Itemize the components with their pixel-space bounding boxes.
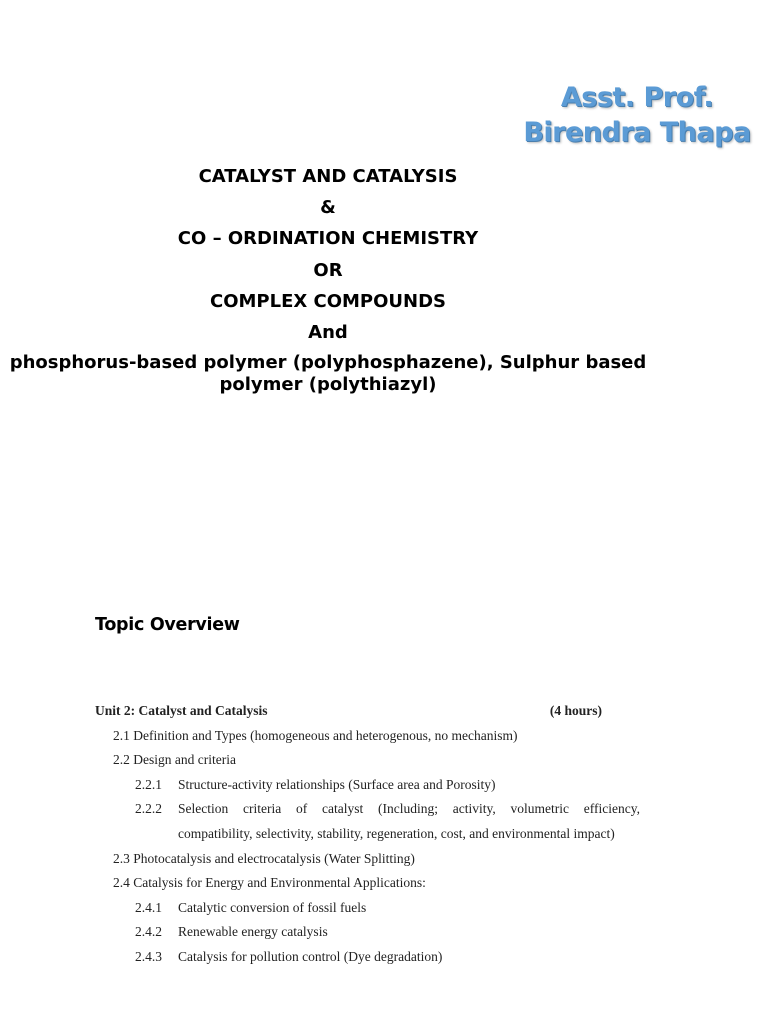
title-line-1: CATALYST AND CATALYSIS bbox=[198, 166, 458, 187]
title-line-3: CO – ORDINATION CHEMISTRY bbox=[177, 228, 479, 250]
syllabus-item-2-2-1 bbox=[95, 773, 640, 798]
syllabus-item-2-1: 2.1 Definition and Types (homogeneous and heterogenous, no mechanism) bbox=[113, 727, 518, 743]
unit-title: Unit 2: Catalyst and Catalysis bbox=[95, 703, 268, 718]
document-title bbox=[0, 161, 656, 396]
syllabus-item-2-2-2 bbox=[95, 797, 640, 822]
syllabus-item-2-4-2 bbox=[95, 920, 640, 945]
syllabus-item-2-4-1 bbox=[95, 896, 640, 921]
topic-overview-heading: Topic Overview bbox=[95, 615, 240, 635]
syllabus-item-2-3: 2.3 Photocatalysis and electrocatalysis (Water Splitting) bbox=[113, 850, 415, 866]
title-line-7: phosphorus-based polymer (polyphosphazene), Sulphur based polymer (polythiazyl) bbox=[9, 352, 647, 396]
title-line-6: And bbox=[308, 322, 348, 344]
item-number: 2.4.2 bbox=[135, 924, 162, 940]
unit-hours: (4 hours) bbox=[549, 703, 602, 718]
unit-header bbox=[95, 699, 640, 724]
author-title: Asst. Prof. bbox=[560, 82, 714, 113]
item-number: 2.4.1 bbox=[135, 899, 162, 915]
syllabus-item-2-4: 2.4 Catalysis for Energy and Environmental Applications: bbox=[113, 875, 426, 891]
syllabus-item-2-2-2-continued: compatibility, selectivity, stability, regeneration, cost, and environmental impact) bbox=[178, 825, 615, 841]
item-text: Selection criteria of catalyst (Including; activity, volumetric efficiency, bbox=[178, 801, 640, 817]
author-fullname: Birendra Thapa bbox=[523, 117, 751, 148]
item-text: Renewable energy catalysis bbox=[178, 924, 328, 940]
item-number: 2.4.3 bbox=[135, 948, 162, 964]
title-line-5: COMPLEX COMPOUNDS bbox=[209, 290, 447, 312]
item-text: Catalytic conversion of fossil fuels bbox=[178, 899, 367, 915]
item-text: Catalysis for pollution control (Dye degradation) bbox=[178, 948, 443, 964]
title-line-4: OR bbox=[313, 259, 343, 281]
title-line-2: & bbox=[320, 197, 336, 219]
author-name bbox=[520, 80, 754, 150]
syllabus-item-2-2: 2.2 Design and criteria bbox=[113, 752, 236, 768]
syllabus-item-2-4-3 bbox=[95, 945, 640, 970]
item-text: Structure-activity relationships (Surface area and Porosity) bbox=[178, 776, 496, 792]
item-number: 2.2.1 bbox=[135, 776, 162, 792]
syllabus-excerpt bbox=[95, 699, 640, 970]
item-number: 2.2.2 bbox=[135, 801, 162, 817]
